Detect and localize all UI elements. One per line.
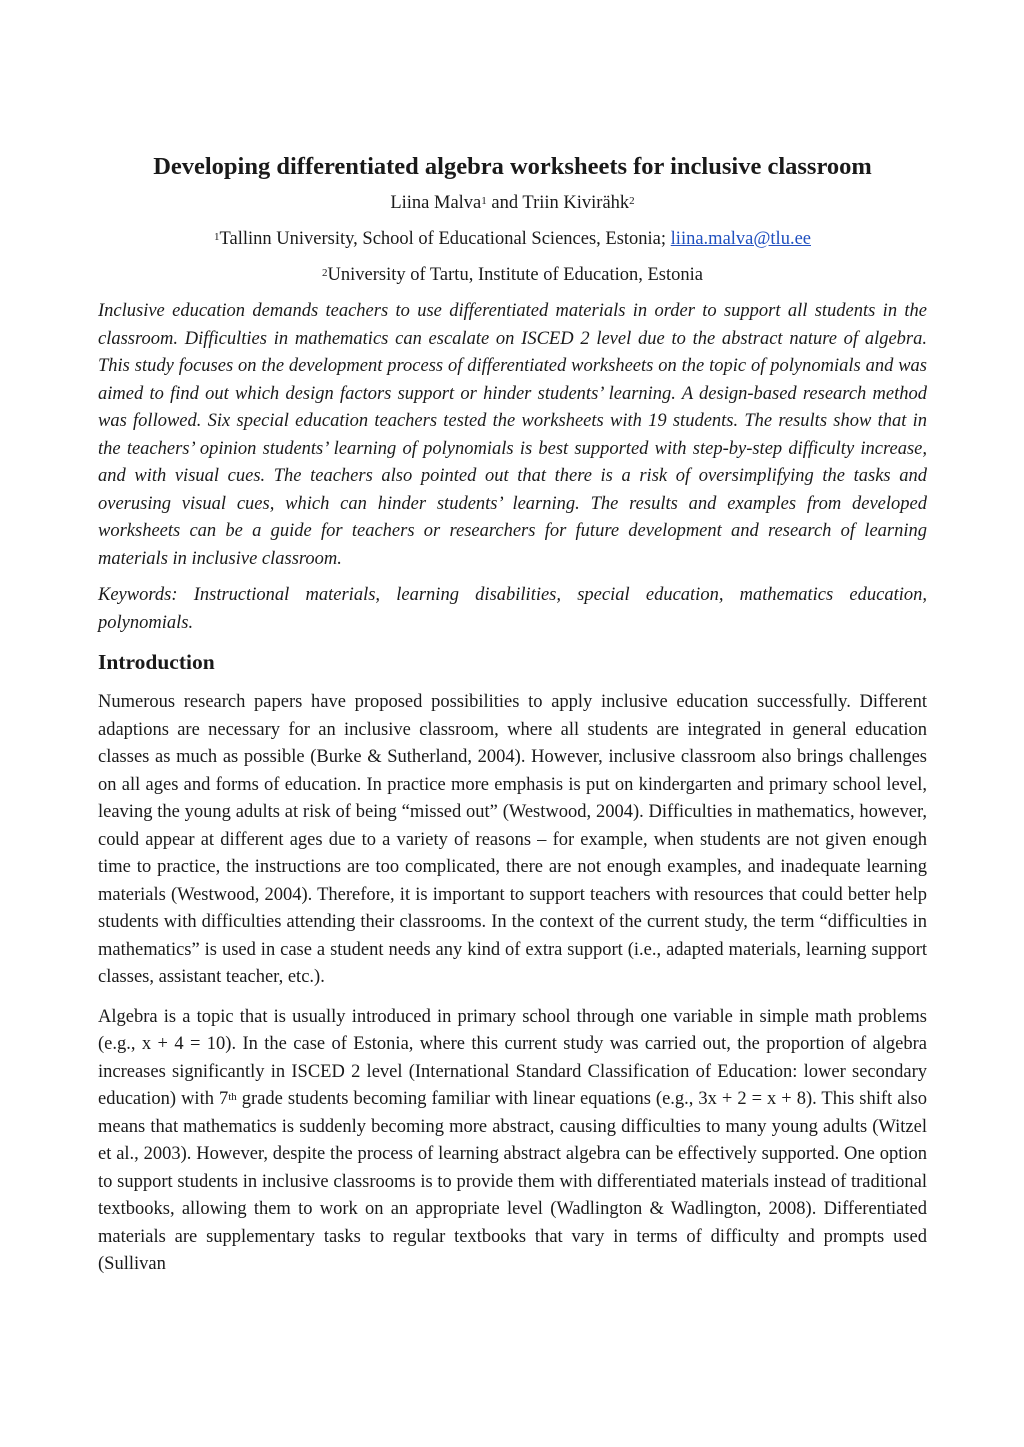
author-line <box>98 190 927 216</box>
author-superscript: 2 <box>629 195 635 207</box>
author-name: Triin Kivirähk <box>522 193 630 213</box>
affiliation-text: University of Tartu, Institute of Education, Estonia <box>327 265 703 285</box>
email-link[interactable]: liina.malva@tlu.ee <box>670 229 811 249</box>
paper-title: Developing differentiated algebra worksheets for inclusive classroom <box>153 153 872 180</box>
author-superscript: 1 <box>481 195 487 207</box>
keywords: Keywords: Instructional materials, learning disabilities, special education, mathematics education, polynomials. <box>98 585 927 633</box>
paper-page <box>98 150 927 1279</box>
affiliation-superscript: 1 <box>213 231 220 243</box>
body-paragraph: Numerous research papers have proposed possibilities to apply inclusive education successfully. Different adaptions are necessary for an inclusive classroom, where all students are integrated in general education classes as much as possible (Burke & Sutherland, 2004). However, inclusive classroom also brings challenges on all ages and forms of education. In practice more emphasis is put on kindergarten and primary school level, leaving the young adults at risk of being “missed out” (Westwood, 2004). Difficulties in mathematics, however, could appear at different ages due to a variety of reasons – for example, when students are not given enough time to practice, the instructions are too complicated, there are not enough examples, and inadequate learning materials (Westwood, 2004). Therefore, it is important to support teachers with resources that could better help students with difficulties attending their classrooms. In the context of the current study, the term “difficulties in mathematics” is used in case a student needs any kind of extra support (i.e., adapted materials, learning support classes, assistant teacher, etc.). <box>98 692 927 987</box>
body-paragraph <box>98 1004 927 1279</box>
paragraph-text: grade students becoming familiar with linear equations (e.g., 3x + 2 = x + 8). This shift also means that mathematics is suddenly becoming more abstract, causing difficulties to many young adults (Witzel et al., 2003). However, despite the process of learning abstract algebra can be effectively supported. One option to support students in inclusive classrooms is to provide them with differentiated materials instead of traditional textbooks, allowing them to work on an appropriate level (Wadlington & Wadlington, 2008). Differentiated materials are supplementary tasks to regular textbooks that vary in terms of difficulty and prompts used (Sullivan <box>98 1089 927 1274</box>
section-heading: Introduction <box>98 650 215 674</box>
affiliation-2 <box>98 262 927 288</box>
affiliation-1 <box>98 226 927 252</box>
abstract: Inclusive education demands teachers to use differentiated materials in order to support all students in the classroom. Difficulties in mathematics can escalate on ISCED 2 level due to the abstract nature of algebra. This study focuses on the development process of differentiated worksheets on the topic of polynomials and was aimed to find out which design factors support or hinder students’ learning. A design-based research method was followed. Six special education teachers tested the worksheets with 19 students. The results show that in the teachers’ opinion students’ learning of polynomials is best supported with step-by-step difficulty increase, and with visual cues. The teachers also pointed out that there is a risk of oversimplifying the tasks and overusing visual cues, which can hinder students’ learning. The results and examples from developed worksheets can be a guide for teachers or researchers for future development and research of learning materials in inclusive classroom. <box>98 301 927 569</box>
author-conjunction: and <box>486 193 523 213</box>
affiliation-superscript: 2 <box>322 267 328 279</box>
author-name: Liina Malva <box>390 193 482 213</box>
paragraph-text: Algebra is a topic that is usually introduced in primary school through one variable in simple math problems (e.g., x + 4 = 10). In the case of Estonia, where this current study was carried out, the proportion of algebra increases significantly in ISCED 2 level (International Standard Classification of Education: lower secondary education) with 7 <box>98 1006 927 1109</box>
affiliation-text: Tallinn University, School of Educational Sciences, Estonia; <box>219 229 671 249</box>
ordinal-superscript: th <box>228 1091 237 1103</box>
